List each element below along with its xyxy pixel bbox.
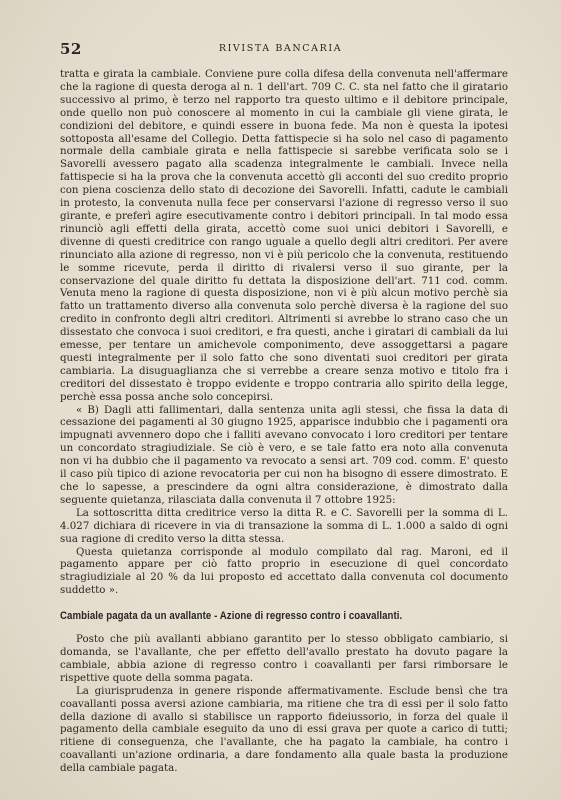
page-number: 52: [60, 40, 82, 58]
paragraph: La giurisprudenza in genere risponde affermativamente. Esclude bensì che tra coavallanti possa aversi azione cambiaria, ma ritiene che tra di essi per il solo fatto della dazione di avallo si stabilisce un rapporto fideiussorio, in forza del quale il pagamento della cambiale eseguito da uno di essi grava per quote a carico di tutti; ritiene di conseguenza, che l'avallante, che ha pagato la cambiale, ha contro i coavallanti un'azione ordinaria, a dare fondamento alla quale basta la produzione della cambiale pagata.: [60, 684, 508, 775]
running-title: RIVISTA BANCARIA: [218, 43, 343, 54]
article-body: [60, 68, 508, 775]
page-header: [60, 40, 501, 56]
paragraph: La sottoscritta ditta creditrice verso la ditta R. e C. Savorelli per la somma di L. 4.027 dichiara di ricevere in via di transazione la somma di L. 1.000 a saldo di ogni sua ragione di credito verso la ditta stessa.: [60, 506, 508, 545]
paragraph: « B) Dagli atti fallimentari, dalla sentenza unita agli stessi, che fissa la data di cessazione dei pagamenti al 30 giugno 1925, apparisce indubbio che i pagamenti ora impugnati avvennero dopo che i falliti avevano convocato i loro creditori per tentare un concordato stragiudiziale. Se ciò è vero, e se tale fatto era noto alla convenuta non vi ha dubbio che il pagamento va revocato a sensi art. 709 cod. comm. E' questo il caso più tipico di azione revocatoria per cui non ha bisogno di essere dimostrato. E che lo sapesse, a prescindere da ogni altra considerazione, è dimostrato dalla seguente quietanza, rilasciata dalla convenuta il 7 ottobre 1925:: [60, 403, 508, 506]
paragraph: tratta e girata la cambiale. Conviene pure colla difesa della convenuta nell'affermare che la ragione di questa deroga al n. 1 dell'art. 709 C. C. sta nel fatto che il giratario successivo al primo, è terzo nel rapporto tra questo ultimo e il debitore principale, onde quello non può conoscere al momento in cui la cambiale gli viene girata, le condizioni del debitore, e quindi essere in buona fede. Ma non è questa la ipotesi sottoposta all'esame del Collegio. Detta fattispecie si ha solo nel caso di pagamento normale della cambiale girata e nella fattispecie si sarebbe verificata solo se i Savorelli avessero pagato alla scadenza integralmente le cambiali. Invece nella fattispecie si ha la prova che la convenuta accettò gli acconti del suo credito proprio con piena coscienza dello stato di decozione dei Savorelli. Infatti, cadute le cambiali in protesto, la convenuta nulla fece per conservarsi l'azione di regresso verso il suo girante, e preferì agire esecutivamente contro i debitori principali. In tal modo essa rinunciò agli effetti della girata, accettò come suoi unici debitori i Savorelli, e divenne di questi creditrice con rango uguale a quello degli altri creditori. Per avere rinunciato alla azione di regresso, non vi è più pericolo che la convenuta, restituendo le somme ricevute, perda il diritto di rivalersi verso il suo girante, per la conservazione del quale diritto fu dettata la disposizione dell'art. 711 cod. comm. Venuta meno la ragione di questa disposizione, non vi è più alcun motivo perchè sia fatto un trattamento diverso alla convenuta solo perchè diversa è la ragione del suo credito in confronto degli altri creditori. Altrimenti si avrebbe lo strano caso che un dissestato che convoca i suoi creditori, e fra questi, anche i giratari di cambiali da lui emesse, per tentare un amichevole componimento, deve assoggettarsi a pagare questi integralmente per il solo fatto che sono diventati suoi creditori per girata cambiaria. La disuguaglianza che si verrebbe a creare senza motivo e titolo fra i creditori del dissestato è troppo evidente e troppo contraria allo spirito della legge, perchè essa possa anche solo concepirsi.: [60, 68, 508, 403]
paragraph: Posto che più avallanti abbiano garantito per lo stesso obbligato cambiario, si domanda, se l'avallante, che per effetto dell'avallo prestato ha dovuto pagare la cambiale, abbia azione di regresso contro i coavallanti per farsi rimborsare le rispettive quote della somma pagata.: [60, 633, 508, 684]
paragraph: Questa quietanza corrisponde al modulo compilato dal rag. Maroni, ed il pagamento appare per ciò fatto proprio in esecuzione di quel concordato stragiudiziale al 20 % da lui proposto ed accettato dalla convenuta col documento suddetto ».: [60, 545, 508, 597]
section-title: Cambiale pagata da un avallante - Azione di regresso contro i coavallanti.: [60, 610, 403, 623]
